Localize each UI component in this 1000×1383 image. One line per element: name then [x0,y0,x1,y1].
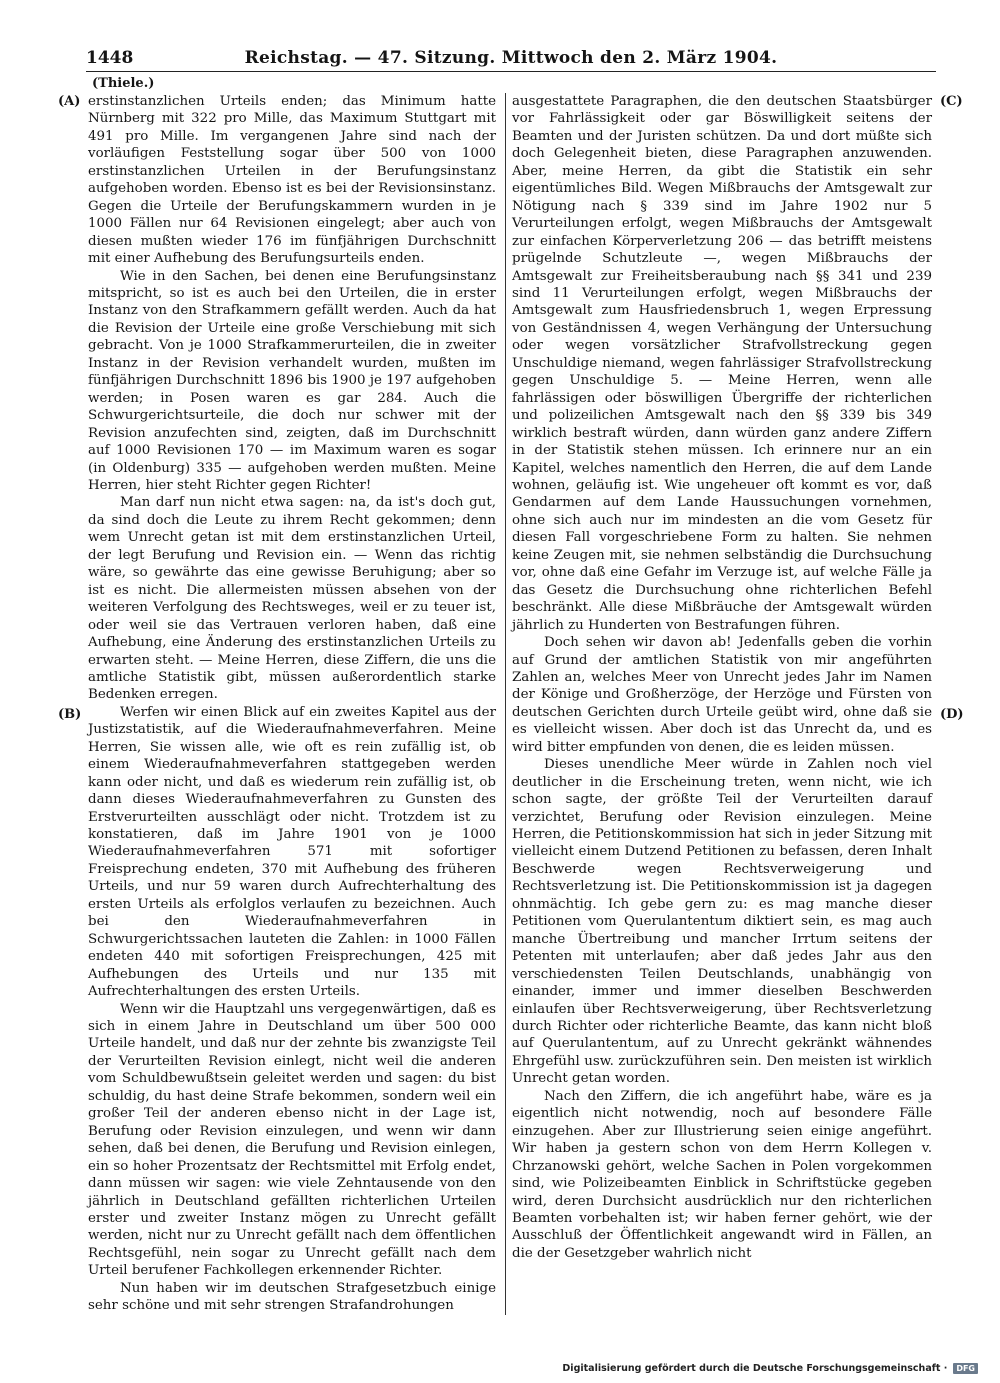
margin-mark-d: (D) [940,707,964,722]
margin-mark-c: (C) [940,94,963,109]
speaker-label: (Thiele.) [92,76,155,91]
paragraph: ausgestattete Paragraphen, die den deutschen Staatsbürger vor Fahrlässigkeit oder gar Böswilligkeit seitens der Beamten und der Juristen schützen. Da und dort müßte sich doch Gelegenheit bieten, diese Paragraphen anzuwenden. Aber, meine Herren, da gibt die Statistik ein sehr eigentümliches Bild. Wegen Mißbrauchs der Amtsgewalt zur Nötigung nach § 339 sind im Jahre 1902 nur 5 Verurteilungen erfolgt, wegen Mißbrauchs der Amtsgewalt zur einfachen Körperverletzung 206 — das betrifft meistens prügelnde Schutzleute —, wegen Mißbrauchs der Amtsgewalt zur Freiheitsberaubung nach §§ 341 und 239 sind 11 Verurteilungen erfolgt, wegen Mißbrauchs der Amtsgewalt zum Hausfriedensbruch 1, wegen Erpressung von Geständnissen 4, wegen Verhängung der Untersuchung oder wegen vorsätzlicher Strafvollstreckung gegen Unschuldige niemand, wegen fahrlässiger Strafvollstreckung gegen Unschuldige 5. — Meine Herren, wenn alle fahrlässigen oder böswilligen Übergriffe der richterlichen und polizeilichen Amtsgewalt nach den §§ 339 bis 349 wirklich bestraft würden, dann würden ganz andere Ziffern in der Statistik stehen müssen. Ich erinnere nur an ein Kapitel, welches namentlich den Herren, die auf dem Lande wohnen, geläufig ist. Wie ungeheuer oft kommt es vor, daß Gendarmen auf dem Lande Haussuchungen vornehmen, ohne sich auch nur im mindesten an die vom Gesetz für diesen Fall vorgeschriebene Form zu halten. Sie nehmen keine Zeugen mit, sie nehmen selbständig die Durchsuchung vor, ohne daß eine Gefahr im Verzuge ist, auf welche Fälle ja das Gesetz die Durchsuchung ohne richterlichen Befehl beschränkt. Alle diese Mißbräuche der Amtsgewalt würden jährlich zu Hunderten von Bestrafungen führen. [512,94,932,633]
running-title: Reichstag. — 47. Sitzung. Mittwoch den 2. März 1904. [244,48,778,68]
paragraph: Man darf nun nicht etwa sagen: na, da ist's doch gut, da sind doch die Leute zu ihrem Recht gekommen; denn wem Unrecht getan ist mit dem erstinstanzlichen Urteil, der legt Berufung und Revision ein. — Wenn das richtig wäre, so gewährte das eine gewisse Beruhigung; aber so ist es nicht. Die allermeisten müssen absehen von der weiteren Verfolgung des Rechtsweges, weil er zu teuer ist, oder weil sie das Vertrauen verloren haben, daß eine Aufhebung, eine Änderung des erstinstanzlichen Urteils zu erwarten steht. — Meine Herren, diese Ziffern, die uns die amtliche Statistik gibt, müssen außerordentlich starke Bedenken erregen. [88,495,496,703]
paragraph: Wie in den Sachen, bei denen eine Berufungsinstanz mitspricht, so ist es auch bei den Urteilen, die in erster Instanz von den Strafkammern gefällt werden. Auch da hat die Revision der Urteile eine große Verschiebung mit sich gebracht. Von je 1000 Strafkammerurteilen, die in zweiter Instanz in der Revision verhandelt wurden, mußten im fünfjährigen Durchschnitt 1896 bis 1900 je 197 aufgehoben werden; in Posen waren es gar 284. Auch die Schwurgerichtsurteile, die doch nur schwer mit der Revision anzufechten sind, zeigten, daß im Durchschnitt auf 1000 Revisionen 170 — im Maximum waren es sogar (in Oldenburg) 335 — aufgehoben werden mußten. Meine Herren, hier steht Richter gegen Richter! [88,268,496,493]
paragraph: Doch sehen wir davon ab! Jedenfalls geben die vorhin auf Grund der amtlichen Statistik von mir angeführten Zahlen an, welches Meer von Unrecht jedes Jahr im Namen der Könige und Großherzöge, der Herzöge und Fürsten von deutschen Gerichten durch Urteile geübt wird, ohne daß sie es vielleicht wissen. Aber doch ist das Unrecht da, und es wird bitter empfunden von denen, die es leiden müssen. [512,635,932,755]
left-column [88,93,496,1315]
column-divider [505,93,506,1315]
page-number: 1448 [86,48,134,68]
header-rule [86,71,936,72]
paragraph: Wenn wir die Hauptzahl uns vergegenwärtigen, daß es sich in einem Jahre in Deutschland um über 500 000 Urteile handelt, und daß nur der zehnte bis zwanzigste Teil der Verurteilten Revision einlegt, nicht weil die anderen vom Schuldbewußtsein geleitet werden und sagen: du bist schuldig, du hast deine Strafe bekommen, sondern weil ein großer Teil der anderen ebenso nicht in der Lage ist, Berufung oder Revision einzulegen, und wenn wir dann sehen, daß bei denen, die Berufung und Revision einlegen, ein so hoher Prozentsatz der Rechtsmittel mit Erfolg endet, dann müssen wir sagen: wie viele Zehntausende von den jährlich in Deutschland gefällten richterlichen Urteilen erster und zweiter Instanz mögen zu Unrecht gefällt werden, nicht nur zu Unrecht gefällt nach dem öffentlichen Rechtsgefühl, nein sogar zu Unrecht gefällt nach dem Urteil berufener Fachkollegen erkennender Richter. [88,1001,496,1279]
paragraph: erstinstanzlichen Urteils enden; das Minimum hatte Nürnberg mit 322 pro Mille, das Maximum Stuttgart mit 491 pro Mille. Im vergangenen Jahre sind nach der vorläufigen Feststellung sogar über 500 von 1000 erstinstanzlichen Urteilen in der Berufungsinstanz aufgehoben worden. Ebenso ist es bei der Revisionsinstanz. Gegen die Urteile der Berufungskammern wurden in je 1000 Fällen nur 64 Revisionen eingelegt; aber auch von diesen mußten wieder 176 im fünfjährigen Durchschnitt mit einer Aufhebung des Berufungsurteils enden. [88,94,496,267]
paragraph: Nach den Ziffern, die ich angeführt habe, wäre es ja eigentlich nicht notwendig, noch auf besondere Fälle einzugehen. Aber zur Illustrierung seien einige angeführt. Wir haben ja gestern schon von dem Herrn Kollegen v. Chrzanowski gehört, welche Sachen in Polen vorgekommen sind, wie Polizeibeamten Einblick in Schriftstücke gegeben wird, deren Durchsicht ausdrücklich nur den richterlichen Beamten vorbehalten ist; wir haben ferner gehört, wie der Ausschluß der Öffentlichkeit angewandt wird in Fällen, an die der Gesetzgeber wahrlich nicht [512,1088,932,1261]
right-column [512,93,932,1262]
margin-mark-b: (B) [58,707,82,722]
margin-mark-a: (A) [58,94,81,109]
paragraph: Dieses unendliche Meer würde in Zahlen noch viel deutlicher in die Erscheinung treten, wenn nicht, wie ich schon sagte, der größte Teil der Verurteilten darauf verzichtet, Berufung oder Revision einzulegen. Meine Herren, die Petitionskommission hat sich in jeder Sitzung mit vielleicht einem Dutzend Petitionen zu befassen, deren Inhalt Beschwerde wegen Rechtsverweigerung und Rechtsverletzung ist. Die Petitionskommission ist ja dagegen ohnmächtig. Ich gebe gern zu: es mag manche dieser Petitionen vom Querulantentum diktiert sein, es mag auch manche Übertreibung und mancher Irrtum seitens der Petenten mit unterlaufen; aber daß jedes Jahr aus den verschiedensten Teilen Deutschlands, unabhängig von einander, immer und immer dieselben Beschwerden einlaufen über Rechtsverweigerung, über Rechtsverletzung durch Richter oder richterliche Beamte, das kann nicht bloß auf Querulantentum, auf zu Unrecht gekränkt wähnendes Ehrgefühl usw. zurückzuführen sein. Den meisten ist wirklich Unrecht getan worden. [512,757,932,1087]
footer-credit [562,1363,978,1374]
paragraph: Nun haben wir im deutschen Strafgesetzbuch einige sehr schöne und mit sehr strengen Strafandrohungen [88,1280,496,1314]
footer-text: Digitalisierung gefördert durch die Deutsche Forschungsgemeinschaft · [562,1363,948,1374]
dfg-logo: DFG [953,1363,978,1374]
paragraph: Werfen wir einen Blick auf ein zweites Kapitel aus der Justizstatistik, auf die Wiederaufnahmeverfahren. Meine Herren, Sie wissen alle, wie oft es rein zufällig ist, ob einem Wiederaufnahmeverfahren stattgegeben werden kann oder nicht, und daß es wiederum rein zufällig ist, ob dann dieses Wiederaufnahmeverfahren zu Gunsten des Erstverurteilten ausschlägt oder nicht. Trotzdem ist zu konstatieren, daß im Jahre 1901 von je 1000 Wiederaufnahmeverfahren 571 mit sofortiger Freisprechung endeten, 370 mit Aufhebung des früheren Urteils, und nur 59 waren durch Aufrechterhaltung des ersten Urteils als erfolglos verlaufen zu bezeichnen. Auch bei den Wiederaufnahmeverfahren in Schwurgerichtssachen lauteten die Zahlen: in 1000 Fällen endeten 440 mit sofortigen Freisprechungen, 425 mit Aufhebungen des Urteils und nur 135 mit Aufrechterhaltungen des ersten Urteils. [88,704,496,1000]
